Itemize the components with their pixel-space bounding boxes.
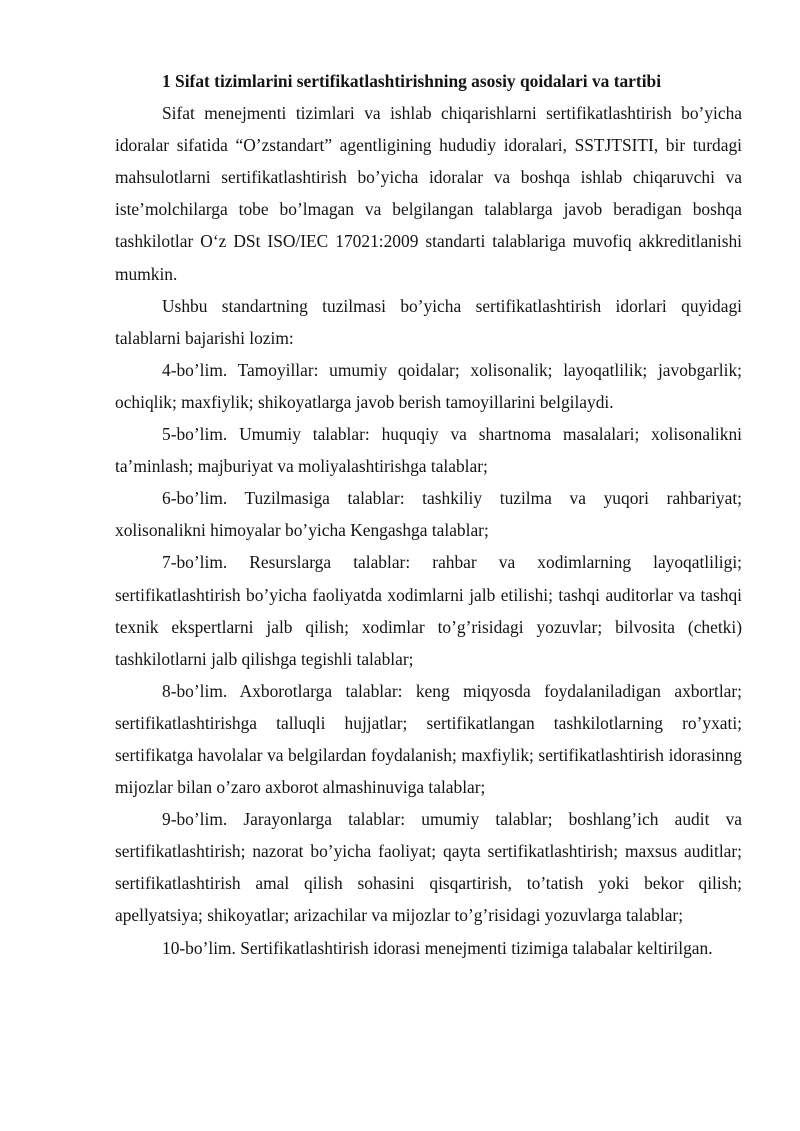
- document-page: [115, 65, 742, 964]
- paragraph-section-7: 7-bo’lim. Resurslarga talablar: rahbar va xodimlarning layoqatliligi; sertifikatlashtirish bo’yicha faoliyatda xodimlarni jalb etilishi; tashqi auditorlar va tashqi texnik ekspertlarni jalb qilish; xodimlar to’g’risidagi yozuvlar; bilvosita (chetki) tashkilotlarni jalb qilishga tegishli talablar;: [115, 552, 742, 669]
- paragraph-section-6: 6-bo’lim. Tuzilmasiga talablar: tashkiliy tuzilma va yuqori rahbariyat; xolisonalikni himoyalar bo’yicha Kengashga talablar;: [115, 488, 742, 541]
- paragraph-section-4: 4-bo’lim. Tamoyillar: umumiy qoidalar; xolisonalik; layoqatlilik; javobgarlik; ochiqlik; maxfiylik; shikoyatlarga javob berish tamoyillarini belgilaydi.: [115, 359, 742, 412]
- paragraph-standard-structure: Ushbu standartning tuzilmasi bo’yicha sertifikatlashtirish idorlari quyidagi talablarni bajarishi lozim:: [115, 295, 742, 348]
- paragraph-section-5: 5-bo’lim. Umumiy talablar: huquqiy va shartnoma masalalari; xolisonalikni ta’minlash; majburiyat va moliyalashtirishga talablar;: [115, 424, 742, 477]
- paragraph-section-9: 9-bo’lim. Jarayonlarga talablar: umumiy talablar; boshlang’ich audit va sertifikatlashtirish; nazorat bo’yicha faoliyat; qayta sertifikatlashtirish; maxsus auditlar; sertifikatlashtirish amal qilish sohasini qisqartirish, to’tatish yoki bekor qilish; apellyatsiya; shikoyatlar; arizachilar va mijozlar to’g’risidagi yozuvlarga talablar;: [115, 809, 742, 926]
- paragraph-section-10: 10-bo’lim. Sertifikatlashtirish idorasi menejmenti tizimiga talabalar keltirilgan.: [162, 937, 713, 958]
- paragraph-intro: Sifat menejmenti tizimlari va ishlab chiqarishlarni sertifikatlashtirish bo’yicha idoralar sifatida “O’zstandart” agentligining hududiy idoralari, SSTJTSITI, bir turdagi mahsulotlarni sertifikatlashtirish bo’yicha idoralar va boshqa ishlab chiqaruvchi va iste’molchilarga tobe bo’lmagan va belgilangan talablarga javob beradigan boshqa tashkilotlar O‘z DSt ISO/IEC 17021:2009 standarti talablariga muvofiq akkreditlanishi mumkin.: [115, 103, 742, 284]
- section-heading: 1 Sifat tizimlarini sertifikatlashtirishning asosiy qoidalari va tartibi: [162, 71, 662, 91]
- paragraph-section-8: 8-bo’lim. Axborotlarga talablar: keng miqyosda foydalaniladigan axbortlar; sertifikatlashtirishga talluqli hujjatlar; sertifikatlangan tashkilotlarning ro’yxati; sertifikatga havolalar va belgilardan foydalanish; maxfiylik; sertifikatlashtirish idorasinng mijozlar bilan o’zaro axborot almashinuviga talablar;: [115, 680, 742, 798]
